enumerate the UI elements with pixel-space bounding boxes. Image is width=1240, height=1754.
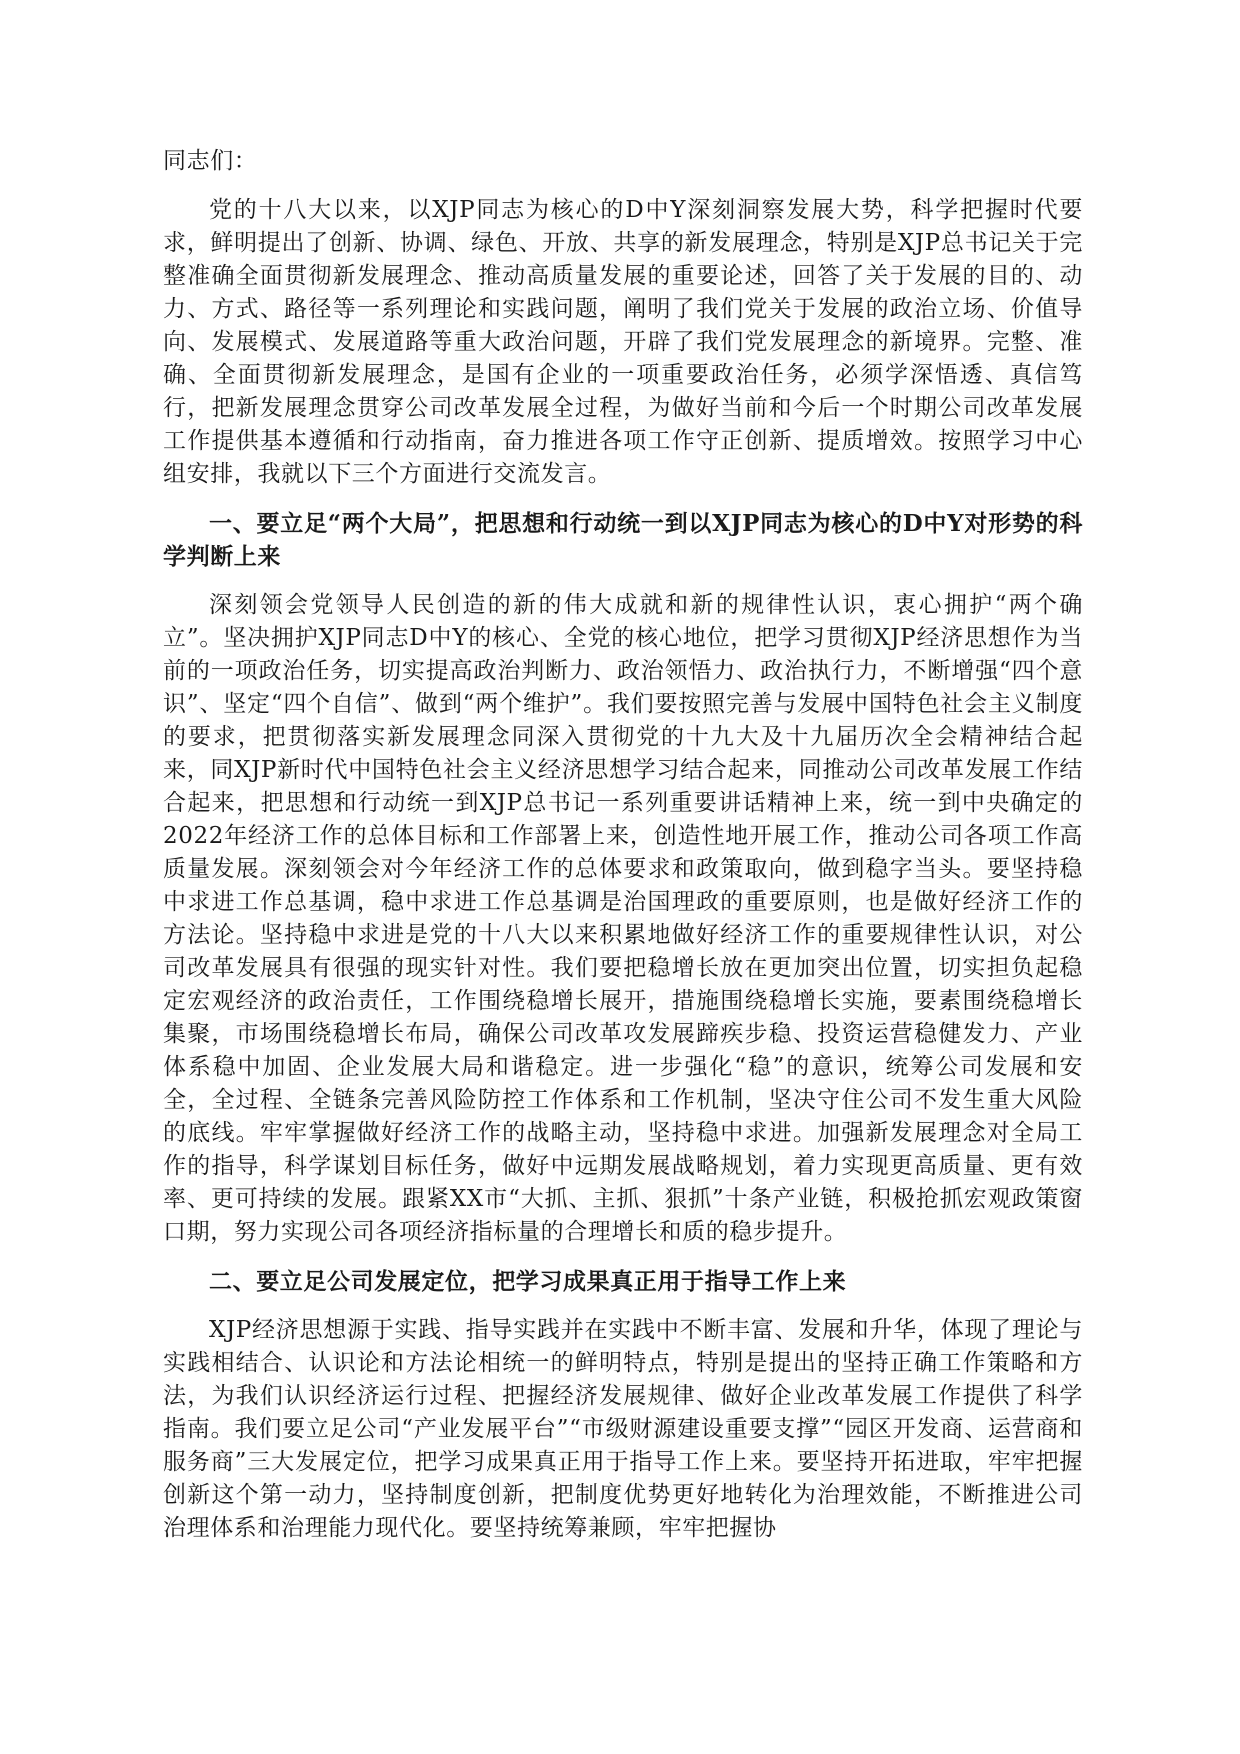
greeting: 同志们： bbox=[163, 148, 258, 174]
document-page bbox=[163, 145, 1083, 1561]
section-heading-2: 二、要立足公司发展定位，把学习成果真正用于指导工作上来 bbox=[209, 1268, 847, 1295]
section-body-1: 深刻领会党领导人民创造的新的伟大成就和新的规律性认识，衷心拥护“两个确立”。坚决拥护XJP同志D中Y的核心、全党的核心地位，把学习贯彻XJP经济思想作为当前的一项政治任务，切实提高政治判断力、政治领悟力、政治执行力，不断增强“四个意识”、坚定“四个自信”、做到“两个维护”。我们要按照完善与发展中国特色社会主义制度的要求，把贯彻落实新发展理念同深入贯彻党的十九大及十九届历次全会精神结合起来，同XJP新时代中国特色社会主义经济思想学习结合起来，同推动公司改革发展工作结合起来，把思想和行动统一到XJP总书记一系列重要讲话精神上来，统一到中央确定的2022年经济工作的总体目标和工作部署上来，创造性地开展工作，推动公司各项工作高质量发展。深刻领会对今年经济工作的总体要求和政策取向，做到稳字当头。要坚持稳中求进工作总基调，稳中求进工作总基调是治国理政的重要原则，也是做好经济工作的方法论。坚持稳中求进是党的十八大以来积累地做好经济工作的重要规律性认识，对公司改革发展具有很强的现实针对性。我们要把稳增长放在更加突出位置，切实担负起稳定宏观经济的政治责任，工作围绕稳增长展开，措施围绕稳增长实施，要素围绕稳增长集聚，市场围绕稳增长布局，确保公司改革攻发展蹄疾步稳、投资运营稳健发力、产业体系稳中加固、企业发展大局和谐稳定。进一步强化“稳”的意识，统筹公司发展和安全，全过程、全链条完善风险防控工作体系和工作机制，坚决守住公司不发生重大风险的底线。牢牢掌握做好经济工作的战略主动，坚持稳中求进。加强新发展理念对全局工作的指导，科学谋划目标任务，做好中远期发展战略规划，着力实现更高质量、更有效率、更可持续的发展。跟紧XX市“大抓、主抓、狠抓”十条产业链，积极抢抓宏观政策窗口期，努力实现公司各项经济指标量的合理增长和质的稳步提升。 bbox=[163, 592, 1083, 1245]
intro-paragraph: 党的十八大以来，以XJP同志为核心的D中Y深刻洞察发展大势，科学把握时代要求，鲜明提出了创新、协调、绿色、开放、共享的新发展理念，特别是XJP总书记关于完整准确全面贯彻新发展理念、推动高质量发展的重要论述，回答了关于发展的目的、动力、方式、路径等一系列理论和实践问题，阐明了我们党关于发展的政治立场、价值导向、发展模式、发展道路等重大政治问题，开辟了我们党发展理念的新境界。完整、准确、全面贯彻新发展理念，是国有企业的一项重要政治任务，必须学深悟透、真信笃行，把新发展理念贯穿公司改革发展全过程，为做好当前和今后一个时期公司改革发展工作提供基本遵循和行动指南，奋力推进各项工作守正创新、提质增效。按照学习中心组安排，我就以下三个方面进行交流发言。 bbox=[163, 197, 1083, 487]
section-body-2: XJP经济思想源于实践、指导实践并在实践中不断丰富、发展和升华，体现了理论与实践相结合、认识论和方法论相统一的鲜明特点，特别是提出的坚持正确工作策略和方法，为我们认识经济运行过程、把握经济发展规律、做好企业改革发展工作提供了科学指南。我们要立足公司“产业发展平台”“市级财源建设重要支撑”“园区开发商、运营商和服务商”三大发展定位，把学习成果真正用于指导工作上来。要坚持开拓进取，牢牢把握创新这个第一动力，坚持制度创新，把制度优势更好地转化为治理效能，不断推进公司治理体系和治理能力现代化。要坚持统筹兼顾，牢牢把握协 bbox=[163, 1317, 1083, 1541]
section-heading-1: 一、要立足“两个大局”，把思想和行动统一到以XJP同志为核心的D中Y对形势的科学判断上来 bbox=[163, 510, 1083, 570]
